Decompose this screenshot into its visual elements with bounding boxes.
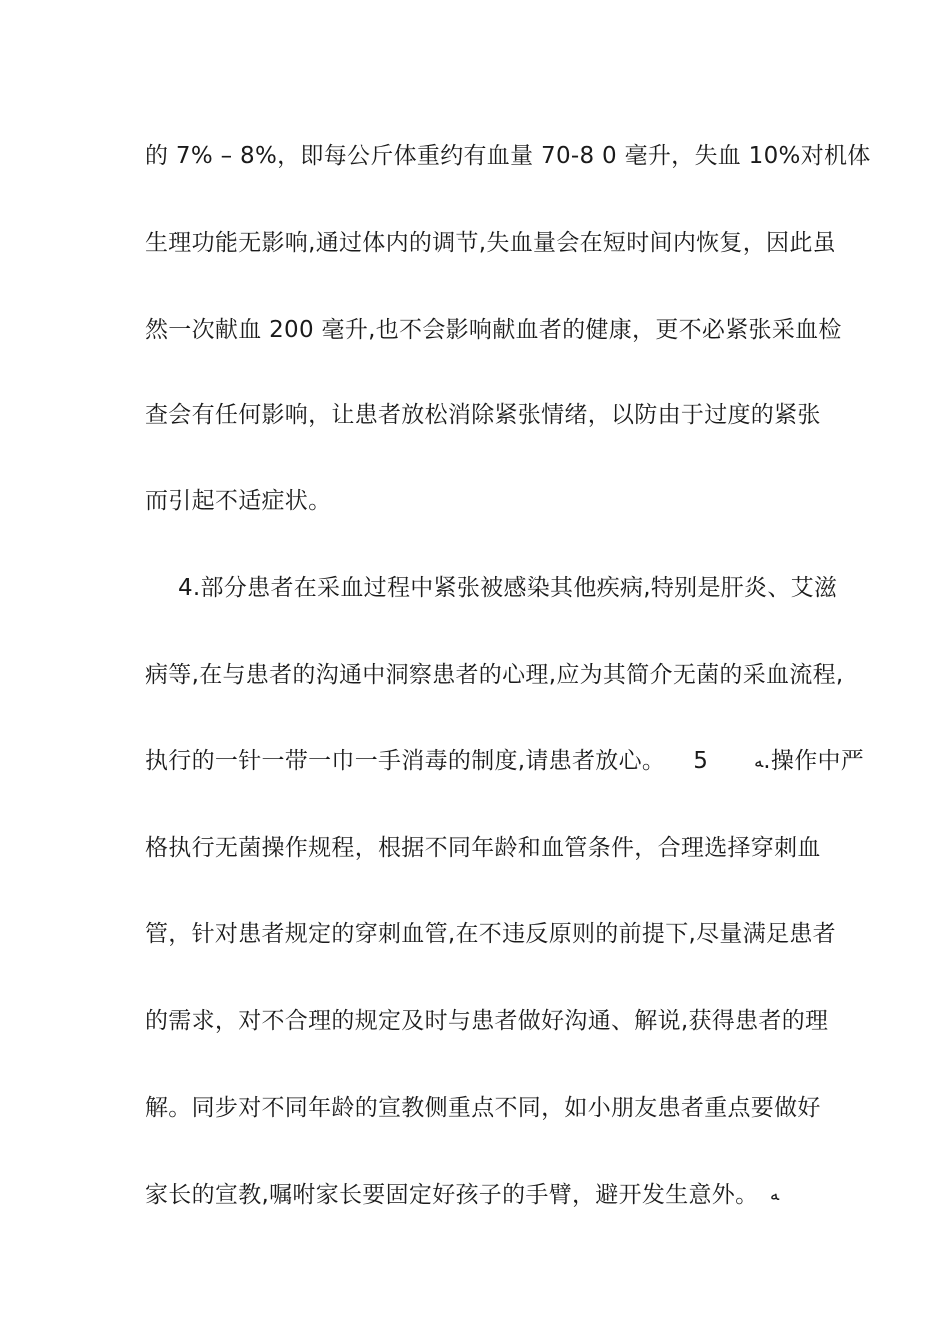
paragraph-line-6: 4.部分患者在采血过程中紧张被感染其他疾病,特别是肝炎、艾滋 <box>178 575 838 601</box>
item-5-number: 5 <box>693 748 709 774</box>
paragraph-line-10: 管，针对患者规定的穿刺血管,在不违反原则的前提下,尽量满足患者 <box>145 921 836 947</box>
paragraph-line-13: 家长的宣教,嘱咐家长要固定好孩子的手臂，避开发生意外。 <box>145 1182 759 1208</box>
paragraph-line-11: 的需求，对不合理的规定及时与患者做好沟通、解说,获得患者的理 <box>145 1008 829 1034</box>
end-mark: ﻪ <box>770 1185 780 1205</box>
item-5-text: .操作中严 <box>763 748 865 774</box>
paragraph-line-5: 而引起不适症状。 <box>145 488 332 514</box>
line-8-text: 执行的一针一带一巾一手消毒的制度,请患者放心。 <box>145 748 666 774</box>
paragraph-line-7: 病等,在与患者的沟通中洞察患者的心理,应为其简介无菌的采血流程, <box>145 662 844 688</box>
paragraph-line-8 <box>145 746 864 777</box>
paragraph-line-2: 生理功能无影响,通过体内的调节,失血量会在短时间内恢复，因此虽 <box>145 230 836 256</box>
paragraph-line-4: 查会有任何影响，让患者放松消除紧张情绪，以防由于过度的紧张 <box>145 402 821 428</box>
paragraph-line-9: 格执行无菌操作规程，根据不同年龄和血管条件，合理选择穿刺血 <box>145 835 821 861</box>
paragraph-line-1: 的 7% – 8%，即每公斤体重约有血量 70-8 0 毫升，失血 10%对机体 <box>145 143 871 169</box>
item-5-mark: ﻪ <box>754 752 764 772</box>
paragraph-line-3: 然一次献血 200 毫升,也不会影响献血者的健康，更不必紧张采血检 <box>145 317 842 343</box>
paragraph-line-12: 解。同步对不同年龄的宣教侧重点不同，如小朋友患者重点要做好 <box>145 1095 821 1121</box>
